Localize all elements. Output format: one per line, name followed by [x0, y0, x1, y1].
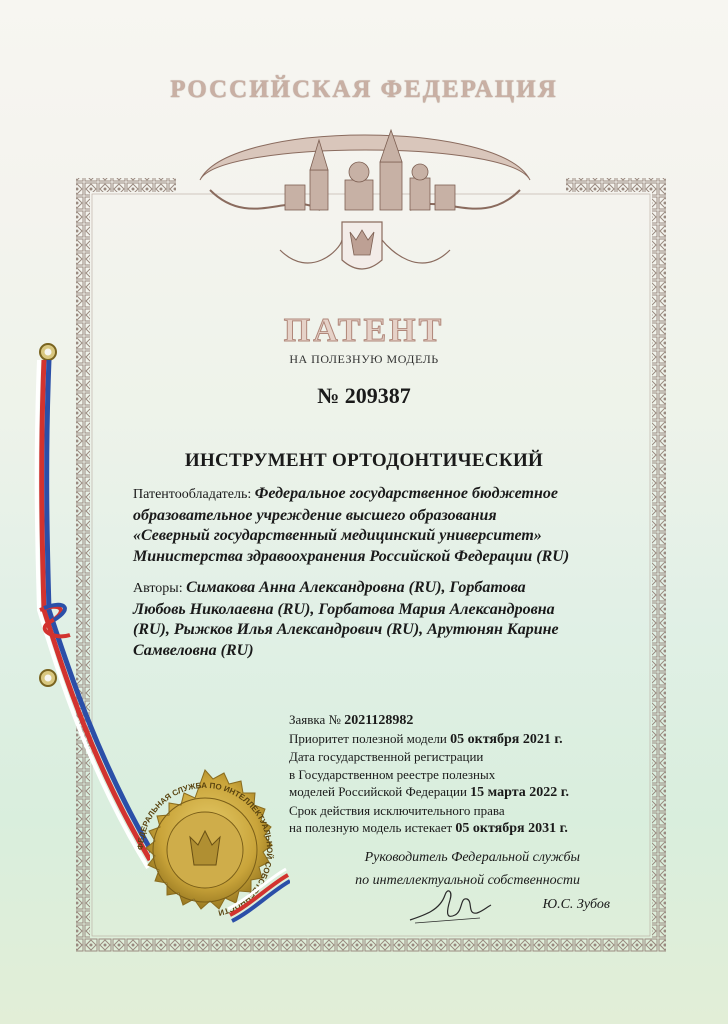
handwritten-signature [405, 885, 495, 930]
signatory-role-line: Руководитель Федеральной службы [364, 850, 580, 865]
expiry-date: 05 октября 2031 г. [455, 821, 568, 836]
term-line: на полезную модель истекает [289, 820, 456, 835]
holder-line: Федеральное государственное бюджетное [254, 485, 558, 502]
document-subtitle: НА ПОЛЕЗНУЮ МОДЕЛЬ [289, 352, 439, 366]
signatory-role-line: по интеллектуальной собственности [355, 873, 580, 888]
authors-line: Самвеловна (RU) [133, 641, 254, 659]
priority-label: Приоритет полезной модели [289, 730, 451, 746]
authors-line: Симакова Анна Александровна (RU), Горбатова [186, 579, 526, 596]
patent-number: № 209387 [317, 383, 411, 408]
term-line: Срок действия исключительного права [289, 802, 505, 818]
registration-line: Дата государственной регистрации [289, 749, 484, 764]
document-type-heading: ПАТЕНТ [283, 312, 445, 349]
authors-label: Авторы: [133, 581, 187, 596]
registration-line: в Государственном реестре полезных [289, 766, 496, 782]
registration-date: 15 марта 2022 г. [470, 785, 570, 800]
country-heading: РОССИЙСКАЯ ФЕДЕРАЦИЯ [170, 76, 558, 103]
official-seal [120, 765, 290, 935]
holder-line: образовательное учреждение высшего образования [133, 506, 497, 524]
holder-label: Патентообладатель: [133, 487, 255, 502]
authors-line: Любовь Николаевна (RU), Горбатова Мария Александровна [133, 600, 555, 618]
application-number: 2021128982 [344, 713, 414, 728]
priority-date: 05 октября 2021 г. [450, 731, 563, 747]
registration-line: моделей Российской Федерации [289, 784, 471, 799]
authors-block [133, 578, 603, 661]
kremlin-emblem [170, 100, 560, 300]
signatory-name: Ю.С. Зубов [542, 897, 610, 912]
holder-line: «Северный государственный медицинский университет» [133, 527, 542, 544]
seal-text: ФЕДЕРАЛЬНАЯ СЛУЖБА ПО ИНТЕЛЛЕКТУАЛЬНОЙ СОБСТВЕННОСТИ [135, 780, 275, 918]
authors-line: (RU), Рыжков Илья Александрович (RU), Арутюнян Карине [133, 621, 559, 638]
holder-line: Министерства здравоохранения Российской Федерации (RU) [133, 547, 570, 565]
patent-holder-block [133, 484, 603, 567]
registration-details [289, 711, 609, 838]
invention-title: ИНСТРУМЕНТ ОРТОДОНТИЧЕСКИЙ [184, 450, 544, 471]
application-label: Заявка № [289, 712, 345, 727]
